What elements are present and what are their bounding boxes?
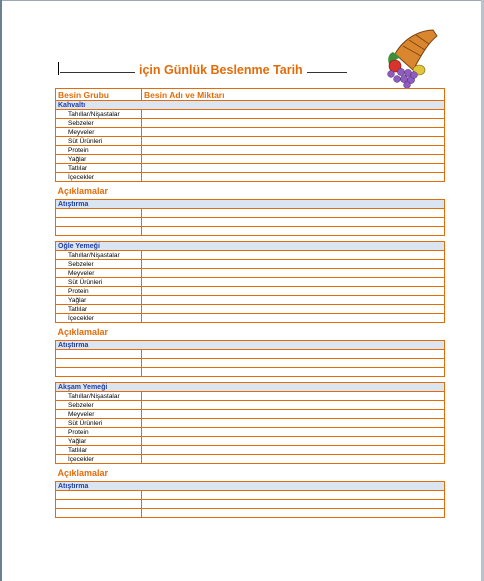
food-entry-cell[interactable] xyxy=(142,287,445,296)
food-group-row xyxy=(56,278,445,287)
food-entry-cell[interactable] xyxy=(142,392,445,401)
food-group-label: Yağlar xyxy=(56,296,142,305)
food-group-label: İçecekler xyxy=(56,314,142,323)
snack-entry-row xyxy=(56,491,445,500)
snack-food-cell[interactable] xyxy=(142,509,445,518)
food-entry-cell[interactable] xyxy=(142,455,445,464)
food-group-row xyxy=(56,173,445,182)
food-group-label: Meyveler xyxy=(56,410,142,419)
food-entry-cell[interactable] xyxy=(142,437,445,446)
food-group-label: Sebzeler xyxy=(56,119,142,128)
food-group-row xyxy=(56,110,445,119)
food-group-row xyxy=(56,287,445,296)
cornucopia-icon xyxy=(383,26,439,90)
food-group-row xyxy=(56,155,445,164)
snack-label: Atıştırma xyxy=(56,341,445,350)
snack-section-row xyxy=(56,341,445,350)
food-entry-cell[interactable] xyxy=(142,173,445,182)
table-header-row xyxy=(56,89,445,101)
snack-entry-row xyxy=(56,227,445,236)
snack-food-cell[interactable] xyxy=(142,227,445,236)
food-group-row xyxy=(56,296,445,305)
food-entry-cell[interactable] xyxy=(142,137,445,146)
food-entry-cell[interactable] xyxy=(142,110,445,119)
snack-section-row xyxy=(56,482,445,491)
nutrition-plan-table xyxy=(55,88,445,518)
meal-name: Öğle Yemeği xyxy=(56,242,445,251)
snack-entry-row xyxy=(56,368,445,377)
food-group-label: Tatlılar xyxy=(56,446,142,455)
food-group-row xyxy=(56,260,445,269)
food-group-label: Protein xyxy=(56,287,142,296)
food-entry-cell[interactable] xyxy=(142,260,445,269)
meal-section-row xyxy=(56,101,445,110)
food-group-label: Tahıllar/Nişastalar xyxy=(56,251,142,260)
snack-food-cell[interactable] xyxy=(142,368,445,377)
snack-food-cell[interactable] xyxy=(142,350,445,359)
snack-group-cell[interactable] xyxy=(56,218,142,227)
food-entry-cell[interactable] xyxy=(142,155,445,164)
food-entry-cell[interactable] xyxy=(142,128,445,137)
food-group-label: Tatlılar xyxy=(56,164,142,173)
snack-food-cell[interactable] xyxy=(142,491,445,500)
snack-group-cell[interactable] xyxy=(56,491,142,500)
food-group-label: Tahıllar/Nişastalar xyxy=(56,110,142,119)
column-header-group: Besin Grubu xyxy=(56,89,142,101)
food-group-row xyxy=(56,305,445,314)
food-group-label: Tahıllar/Nişastalar xyxy=(56,392,142,401)
food-entry-cell[interactable] xyxy=(142,164,445,173)
text-cursor xyxy=(58,62,59,75)
snack-section-row xyxy=(56,200,445,209)
meal-sections xyxy=(56,101,445,518)
food-entry-cell[interactable] xyxy=(142,296,445,305)
food-entry-cell[interactable] xyxy=(142,314,445,323)
food-group-row xyxy=(56,119,445,128)
meal-section-row xyxy=(56,383,445,392)
snack-group-cell[interactable] xyxy=(56,368,142,377)
snack-group-cell[interactable] xyxy=(56,509,142,518)
food-group-row xyxy=(56,314,445,323)
notes-label: Açıklamalar xyxy=(56,323,445,341)
snack-food-cell[interactable] xyxy=(142,359,445,368)
food-group-label: Sebzeler xyxy=(56,401,142,410)
food-group-row xyxy=(56,137,445,146)
notes-row xyxy=(56,464,445,482)
food-entry-cell[interactable] xyxy=(142,269,445,278)
food-group-label: Yağlar xyxy=(56,437,142,446)
snack-group-cell[interactable] xyxy=(56,500,142,509)
food-group-label: Sebzeler xyxy=(56,260,142,269)
food-group-row xyxy=(56,437,445,446)
snack-food-cell[interactable] xyxy=(142,500,445,509)
snack-entry-row xyxy=(56,500,445,509)
meal-name: Akşam Yemeği xyxy=(56,383,445,392)
notes-row xyxy=(56,182,445,200)
snack-group-cell[interactable] xyxy=(56,359,142,368)
title-text: için Günlük Beslenme Tarih xyxy=(139,63,303,77)
food-entry-cell[interactable] xyxy=(142,278,445,287)
page-title xyxy=(58,62,358,82)
food-group-label: Protein xyxy=(56,428,142,437)
food-group-row xyxy=(56,251,445,260)
snack-group-cell[interactable] xyxy=(56,227,142,236)
food-group-row xyxy=(56,269,445,278)
food-entry-cell[interactable] xyxy=(142,251,445,260)
food-entry-cell[interactable] xyxy=(142,401,445,410)
food-entry-cell[interactable] xyxy=(142,428,445,437)
snack-group-cell[interactable] xyxy=(56,350,142,359)
food-entry-cell[interactable] xyxy=(142,119,445,128)
food-entry-cell[interactable] xyxy=(142,419,445,428)
snack-label: Atıştırma xyxy=(56,482,445,491)
meal-section-row xyxy=(56,242,445,251)
food-group-label: Yağlar xyxy=(56,155,142,164)
column-header-food: Besin Adı ve Miktarı xyxy=(142,89,445,101)
food-group-row xyxy=(56,128,445,137)
name-blank-line[interactable] xyxy=(60,72,135,73)
food-group-row xyxy=(56,428,445,437)
window-top-border xyxy=(0,0,484,1)
food-group-label: Meyveler xyxy=(56,269,142,278)
food-entry-cell[interactable] xyxy=(142,305,445,314)
food-group-row xyxy=(56,146,445,155)
snack-entry-row xyxy=(56,350,445,359)
notes-label: Açıklamalar xyxy=(56,182,445,200)
food-entry-cell[interactable] xyxy=(142,446,445,455)
snack-label: Atıştırma xyxy=(56,200,445,209)
notes-row xyxy=(56,323,445,341)
snack-entry-row xyxy=(56,209,445,218)
food-group-row xyxy=(56,164,445,173)
snack-entry-row xyxy=(56,509,445,518)
notes-label: Açıklamalar xyxy=(56,464,445,482)
food-group-row xyxy=(56,392,445,401)
food-entry-cell[interactable] xyxy=(142,146,445,155)
snack-food-cell[interactable] xyxy=(142,218,445,227)
food-group-row xyxy=(56,446,445,455)
snack-group-cell[interactable] xyxy=(56,209,142,218)
snack-entry-row xyxy=(56,218,445,227)
food-group-label: Meyveler xyxy=(56,128,142,137)
food-group-label: Süt Ürünleri xyxy=(56,419,142,428)
snack-food-cell[interactable] xyxy=(142,209,445,218)
date-blank-line[interactable] xyxy=(307,72,347,73)
snack-entry-row xyxy=(56,359,445,368)
food-group-label: İçecekler xyxy=(56,173,142,182)
food-entry-cell[interactable] xyxy=(142,410,445,419)
meal-name: Kahvaltı xyxy=(56,101,445,110)
food-group-row xyxy=(56,455,445,464)
food-group-row xyxy=(56,401,445,410)
food-group-row xyxy=(56,419,445,428)
food-group-label: Tatlılar xyxy=(56,305,142,314)
food-group-row xyxy=(56,410,445,419)
window-left-border xyxy=(0,0,2,581)
food-group-label: İçecekler xyxy=(56,455,142,464)
food-group-label: Süt Ürünleri xyxy=(56,278,142,287)
food-group-label: Protein xyxy=(56,146,142,155)
food-group-label: Süt Ürünleri xyxy=(56,137,142,146)
